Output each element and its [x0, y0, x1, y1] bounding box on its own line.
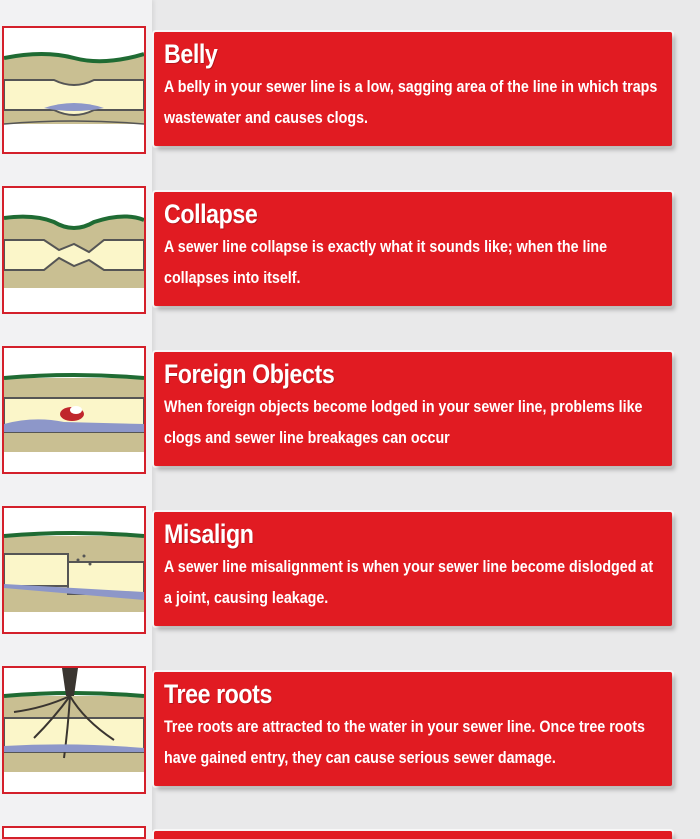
collapse-pipe-illustration-icon: [2, 186, 146, 314]
item-title: Belly: [164, 39, 218, 69]
belly-pipe-illustration-icon: [2, 26, 146, 154]
foreign-object-pipe-illustration-icon: [2, 346, 146, 474]
list-item-tree-roots: [0, 666, 700, 796]
item-title: Collapse: [164, 199, 258, 229]
item-title: Misalign: [164, 519, 254, 549]
item-description: Tree roots are attracted to the water in your sewer line. Once tree roots have gained entry, they can cause serious sewer damage.: [164, 717, 645, 767]
list-item-foreign-objects: [0, 346, 700, 476]
partial-pipe-illustration-icon: [2, 826, 146, 839]
item-description: A sewer line collapse is exactly what it sounds like; when the line collapses into itself.: [164, 237, 608, 287]
foreign-objects-card: [154, 352, 672, 466]
misalign-pipe-illustration-icon: [2, 506, 146, 634]
item-description: A belly in your sewer line is a low, sagging area of the line in which traps wastewater and causes clogs.: [164, 77, 658, 127]
list-item-misalign: [0, 506, 700, 636]
belly-card: [154, 32, 672, 146]
tree-roots-card: [154, 672, 672, 786]
partial-card: [154, 831, 672, 839]
list-item-collapse: [0, 186, 700, 316]
tree-roots-pipe-illustration-icon: [2, 666, 146, 794]
collapse-card: [154, 192, 672, 306]
item-description: When foreign objects become lodged in your sewer line, problems like clogs and sewer line breakages can occur: [164, 397, 643, 447]
item-title: Tree roots: [164, 679, 272, 709]
misalign-card: [154, 512, 672, 626]
list-item-belly: [0, 26, 700, 156]
item-title: Foreign Objects: [164, 359, 335, 389]
list-item-partial: [0, 826, 700, 839]
item-description: A sewer line misalignment is when your sewer line become dislodged at a joint, causing leakage.: [164, 557, 654, 607]
